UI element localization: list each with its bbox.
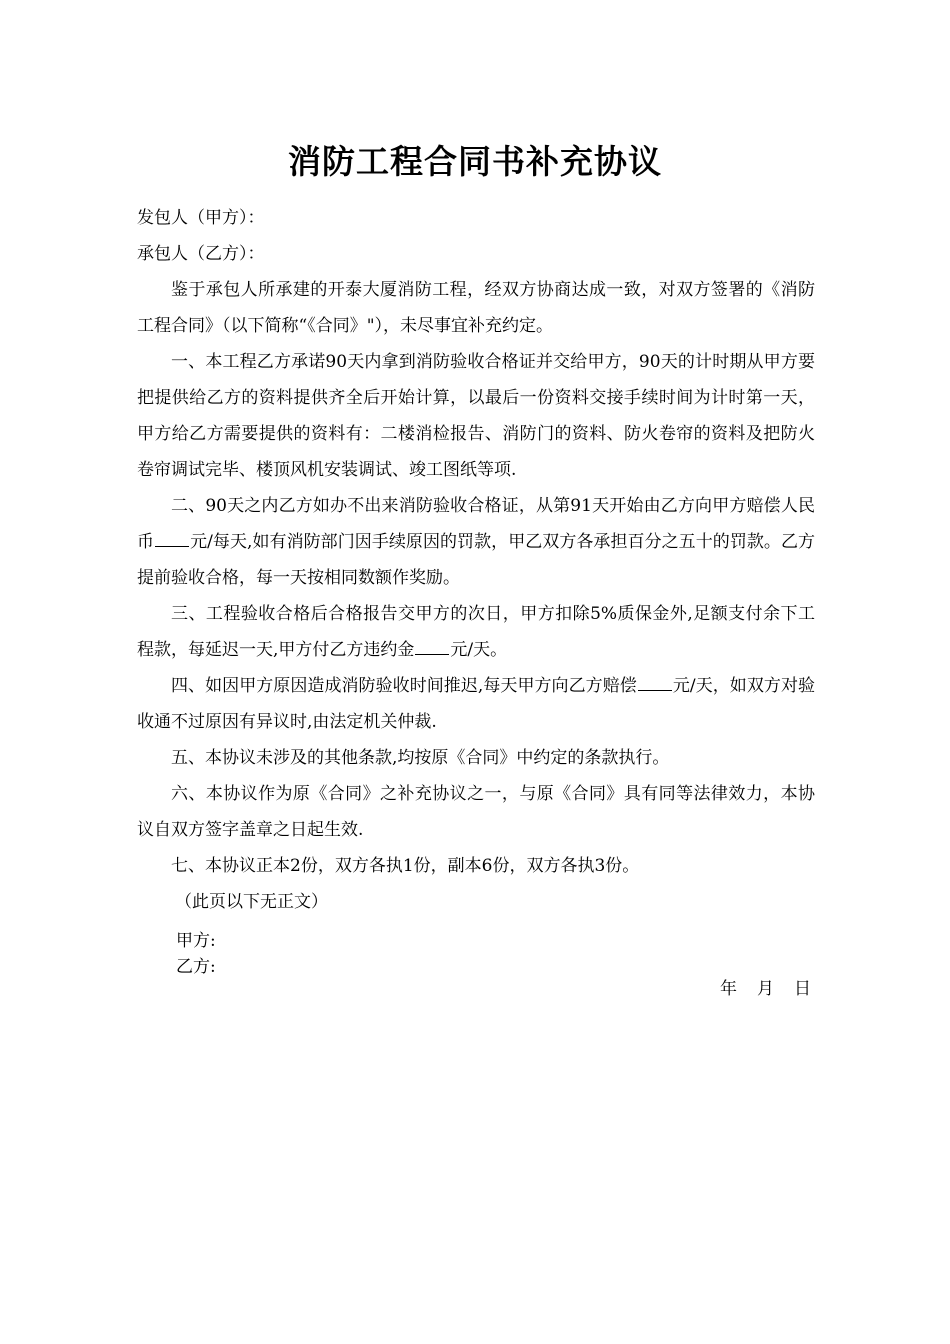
clause-2: [137, 488, 815, 596]
clause-2-amount-blank: [155, 545, 189, 547]
clause-6: 六、本协议作为原《合同》之补充协议之一，与原《合同》具有同等法律效力，本协议自双方签字盖章之日起生效.: [137, 784, 815, 840]
clause-3: [137, 596, 815, 668]
clause-3-text-before: 三、工程验收合格后合格报告交甲方的次日，甲方扣除5%质保金外,足额支付余下工程款，每延迟一天,甲方付乙方违约金: [137, 604, 815, 660]
document-title: 消防工程合同书补充协议: [288, 142, 662, 181]
signature-party-a: 甲方:: [176, 931, 216, 951]
intro-paragraph: 鉴于承包人所承建的开泰大厦消防工程，经双方协商达成一致，对双方签署的《消防工程合同》（以下简称“《合同》"），未尽事宜补充约定。: [137, 280, 815, 336]
clause-2-text-before: 二、90天之内乙方如办不出来消防验收合格证，从第91天开始由乙方向甲方赔偿人民币: [137, 496, 815, 552]
clause-4-text-before: 四、如因甲方原因造成消防验收时间推迟,每天甲方向乙方赔偿: [171, 676, 637, 696]
clause-4-text-after: 元/天，如双方对验收通不过原因有异议时,由法定机关仲裁.: [137, 676, 815, 732]
party-b-line: 承包人（乙方）：: [137, 244, 265, 264]
date-year-label: 年: [720, 979, 737, 999]
signature-block: [176, 928, 216, 980]
party-a-line: 发包人（甲方）：: [137, 208, 265, 228]
no-more-text-note: （此页以下无正文）: [175, 892, 328, 912]
date-day-label: 日: [794, 979, 811, 999]
document-body: [137, 200, 815, 920]
clause-3-amount-blank: [415, 653, 449, 655]
clause-7: 七、本协议正本2份，双方各执1份，副本6份，双方各执3份。: [171, 856, 640, 876]
clause-4: [137, 668, 815, 740]
clause-3-text-after: 元/天。: [450, 640, 508, 660]
signature-party-b: 乙方:: [176, 957, 216, 977]
date-month-label: 月: [757, 979, 774, 999]
clause-4-amount-blank: [638, 689, 672, 691]
clause-2-text-after: 元/每天,如有消防部门因手续原因的罚款，甲乙双方各承担百分之五十的罚款。乙方提前验收合格，每一天按相同数额作奖励。: [137, 532, 816, 588]
signature-date: [720, 976, 811, 1002]
clause-1: 一、本工程乙方承诺90天内拿到消防验收合格证并交给甲方，90天的计时期从甲方要把提供给乙方的资料提供齐全后开始计算，以最后一份资料交接手续时间为计时第一天，甲方给乙方需要提供的资料有：二楼消检报告、消防门的资料、防火卷帘的资料及把防火卷帘调试完毕、楼顶风机安装调试、竣工图纸等项.: [137, 352, 815, 480]
clause-5: 五、本协议未涉及的其他条款,均按原《合同》中约定的条款执行。: [171, 748, 670, 768]
